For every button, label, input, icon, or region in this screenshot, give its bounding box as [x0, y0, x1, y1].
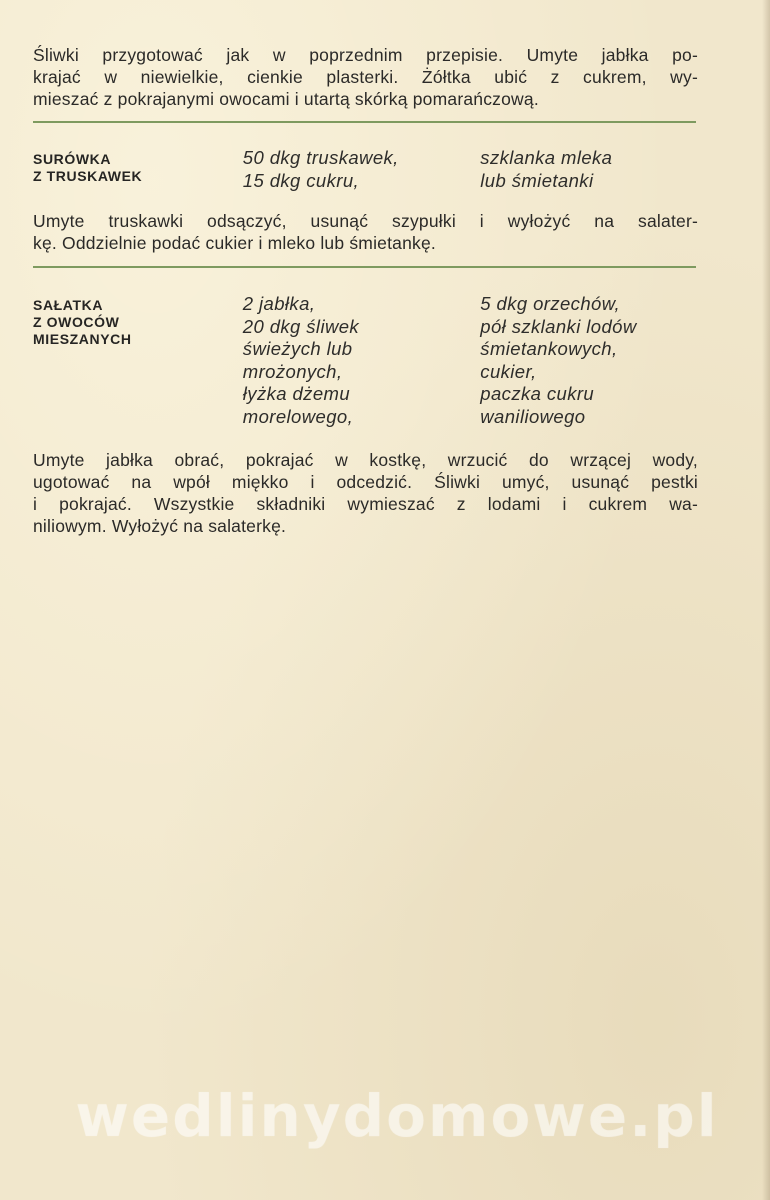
recipe-title-line: SURÓWKA — [33, 151, 112, 167]
ingredients-column-1 — [243, 147, 481, 192]
ingredients-column-2 — [480, 293, 698, 428]
recipe-salatka-z-owocow-mieszanych — [33, 293, 698, 428]
recipe-title — [33, 293, 243, 428]
recipe-title-line: SAŁATKA — [33, 297, 104, 313]
recipe-method — [33, 210, 698, 254]
ingredient: łyżka dżemu — [242, 383, 351, 404]
ingredient: paczka cukru — [480, 383, 595, 404]
paragraph-line: Umyte truskawki odsączyć, usunąć szypułki i wyłożyć na salater- — [33, 211, 698, 231]
paragraph-line: ugotować na wpół miękko i odcedzić. Śliwki umyć, usunąć pestki — [33, 472, 698, 492]
intro-paragraph — [33, 44, 698, 110]
page-content — [33, 44, 698, 537]
ingredient: 15 dkg cukru, — [242, 169, 360, 191]
ingredient: waniliowego — [480, 405, 586, 427]
section-divider — [33, 266, 696, 268]
site-watermark: wedlinydomowe.pl — [75, 1082, 719, 1150]
ingredients-column-1 — [243, 293, 481, 428]
ingredient: śmietankowych, — [480, 338, 618, 359]
recipe-title — [33, 147, 243, 192]
ingredient: mrożonych, — [242, 360, 343, 382]
ingredients-column-2 — [480, 147, 698, 192]
ingredient: morelowego, — [242, 405, 354, 427]
paragraph-line: i pokrajać. Wszystkie składniki wymieszać z lodami i cukrem wa- — [33, 494, 698, 514]
ingredient: 50 dkg truskawek, — [242, 147, 399, 168]
ingredient: 2 jabłka, — [242, 293, 316, 314]
ingredient: szklanka mleka — [480, 147, 613, 168]
paragraph-line: Śliwki przygotować jak w poprzednim przepisie. Umyte jabłka po- — [33, 45, 698, 65]
paragraph-line: kę. Oddzielnie podać cukier i mleko lub śmietankę. — [33, 233, 436, 253]
page-edge-shadow — [762, 0, 770, 1200]
recipe-surowka-z-truskawek — [33, 147, 698, 192]
section-divider — [33, 121, 696, 123]
recipe-title-line: Z TRUSKAWEK — [33, 168, 143, 184]
ingredient: pół szklanki lodów — [480, 315, 637, 337]
recipe-method — [33, 449, 698, 537]
ingredient: 20 dkg śliwek — [242, 315, 360, 337]
ingredient: 5 dkg orzechów, — [480, 293, 620, 314]
ingredient: cukier, — [480, 360, 537, 382]
ingredient: lub śmietanki — [480, 169, 594, 191]
paragraph-line: Umyte jabłka obrać, pokrajać w kostkę, wrzucić do wrzącej wody, — [33, 450, 698, 470]
recipe-title-line: Z OWOCÓW — [33, 314, 120, 330]
paragraph-line: niliowym. Wyłożyć na salaterkę. — [33, 516, 287, 536]
recipe-title-line: MIESZANYCH — [33, 331, 132, 347]
paragraph-line: mieszać z pokrajanymi owocami i utartą skórką pomarańczową. — [33, 89, 539, 109]
ingredient: świeżych lub — [242, 338, 353, 359]
paragraph-line: krajać w niewielkie, cienkie plasterki. Żółtka ubić z cukrem, wy- — [33, 67, 698, 87]
